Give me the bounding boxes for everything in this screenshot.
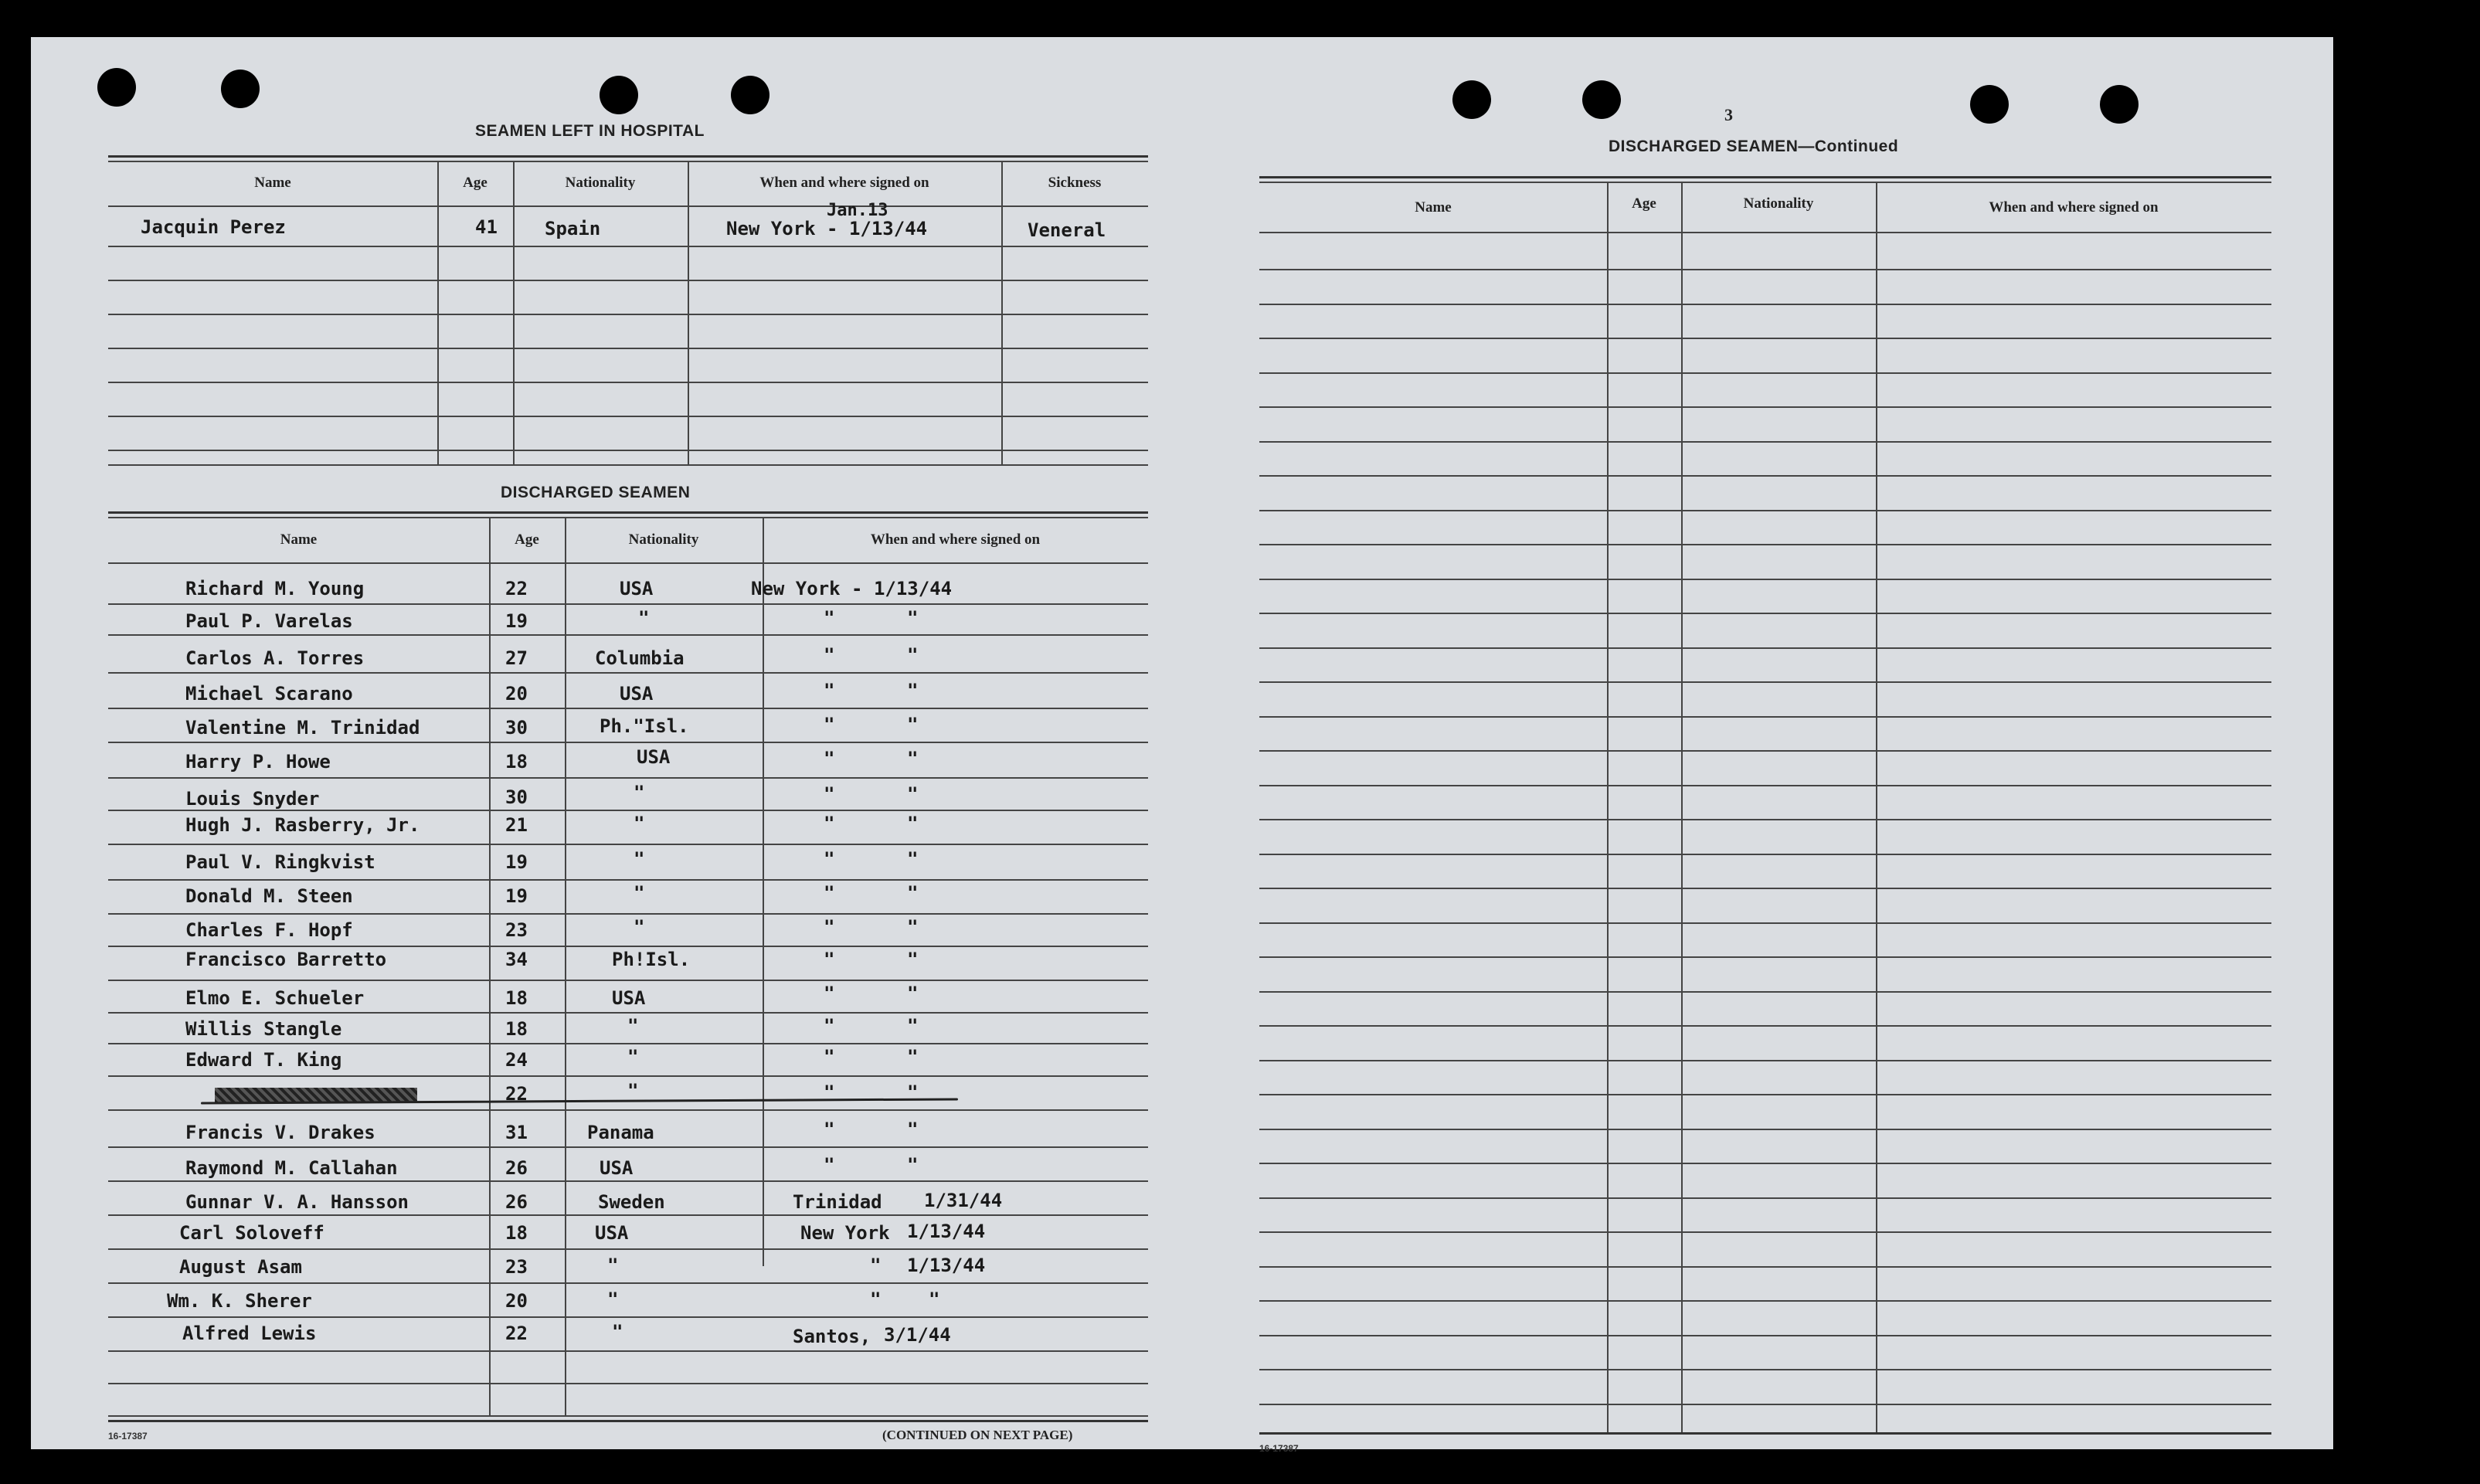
seaman-signed-date: " (907, 1046, 919, 1068)
seaman-signed-date: " (907, 644, 919, 666)
seaman-signed-place: " (824, 848, 835, 870)
hospital-nationality: Spain (545, 218, 601, 239)
seaman-signed-place: " (870, 1289, 882, 1310)
hospital-section-title: SEAMEN LEFT IN HOSPITAL (475, 122, 705, 140)
seaman-name: Francis V. Drakes (185, 1122, 375, 1143)
seaman-signed-place: " (824, 813, 835, 834)
table-rule (108, 1075, 1148, 1077)
seaman-name: Carlos A. Torres (185, 647, 365, 669)
table-rule (108, 708, 1148, 709)
table-rule (108, 382, 1148, 383)
seaman-name: Alfred Lewis (182, 1323, 317, 1344)
seaman-age: 34 (505, 949, 528, 970)
seaman-name: Paul V. Ringkvist (185, 851, 375, 873)
table-rule (1259, 1129, 2271, 1130)
seaman-age: 19 (505, 885, 528, 907)
seaman-signed-place: New York (800, 1222, 890, 1244)
table-rule (108, 1316, 1148, 1318)
table-rule (108, 1420, 1148, 1422)
hospital-header-signed: When and where signed on (759, 175, 929, 191)
seaman-signed-date: 1/31/44 (924, 1190, 1003, 1211)
seaman-nationality: " (627, 1080, 639, 1102)
table-rule (1259, 1266, 2271, 1268)
table-rule (1259, 1300, 2271, 1302)
seaman-signed-place: " (824, 882, 835, 904)
table-rule (108, 511, 1148, 514)
table-rule (1259, 716, 2271, 718)
table-rule (108, 416, 1148, 417)
seaman-signed-date: " (907, 983, 919, 1004)
table-rule (108, 155, 1148, 158)
seaman-name: Charles F. Hopf (185, 919, 353, 941)
seaman-signed-date: " (907, 1082, 919, 1103)
seaman-nationality: USA (620, 578, 654, 599)
table-rule (1259, 176, 2271, 178)
table-rule (108, 348, 1148, 349)
seaman-age: 31 (505, 1122, 528, 1143)
table-rule (1259, 406, 2271, 408)
table-rule (108, 1350, 1148, 1352)
seaman-signed-place: " (824, 1082, 835, 1103)
continued-header-name: Name (1415, 199, 1452, 216)
seaman-age: 23 (505, 919, 528, 941)
seaman-nationality: USA (600, 1157, 634, 1179)
hospital-header-name: Name (254, 175, 291, 191)
seaman-signed-place: " (824, 644, 835, 666)
seaman-signed-place: " (824, 783, 835, 805)
seaman-age: 18 (505, 1222, 528, 1244)
table-rule (108, 450, 1148, 451)
table-rule (108, 246, 1148, 247)
table-rule (1259, 681, 2271, 683)
table-rule (1259, 372, 2271, 374)
table-rule (1259, 854, 2271, 855)
seaman-nationality: " (634, 782, 645, 803)
right-page (1221, 37, 2333, 1454)
table-rule (1259, 1094, 2271, 1095)
table-rule (1259, 1163, 2271, 1164)
table-rule (1259, 956, 2271, 958)
seaman-signed-date: 1/13/44 (907, 1255, 986, 1276)
table-rule (1259, 1335, 2271, 1336)
table-rule (108, 562, 1148, 564)
seaman-signed-date: " (907, 949, 919, 970)
seaman-age: 23 (505, 1256, 528, 1278)
seaman-signed-place: " (824, 1154, 835, 1176)
discharged-section-title: DISCHARGED SEAMEN (501, 484, 691, 501)
table-rule (1259, 1404, 2271, 1405)
table-rule (108, 879, 1148, 881)
continued-section-title: DISCHARGED SEAMEN—Continued (1609, 138, 1899, 155)
table-rule (1259, 1025, 2271, 1027)
seaman-age: 26 (505, 1191, 528, 1213)
seaman-nationality: " (607, 1289, 619, 1310)
table-rule (1259, 1197, 2271, 1199)
table-rule (1259, 232, 2271, 233)
hospital-header-nationality: Nationality (565, 175, 636, 191)
seaman-nationality: " (634, 882, 645, 904)
seaman-signed-date: " (907, 882, 919, 904)
table-rule (1259, 888, 2271, 889)
seaman-signed-place: " (824, 916, 835, 938)
table-rule (108, 464, 1148, 466)
table-rule (1259, 304, 2271, 305)
seaman-name: Paul P. Varelas (185, 610, 353, 632)
discharged-header-signed: When and where signed on (870, 531, 1041, 548)
table-rule (108, 280, 1148, 281)
seaman-nationality: Columbia (595, 647, 685, 669)
table-rule (1259, 1231, 2271, 1233)
seaman-nationality: " (612, 1321, 623, 1343)
seaman-name: Wm. K. Sherer (167, 1290, 312, 1312)
seaman-name: Valentine M. Trinidad (185, 717, 420, 739)
seaman-age: 20 (505, 683, 528, 705)
seaman-signed-date: " (907, 680, 919, 701)
table-rule (108, 1248, 1148, 1250)
table-rule (1259, 785, 2271, 786)
seaman-name: Louis Snyder (185, 788, 320, 810)
column-divider (1876, 182, 1877, 1433)
hospital-age: 41 (475, 216, 498, 238)
seaman-signed-place: " (870, 1255, 882, 1276)
seaman-signed-date: " (907, 1015, 919, 1037)
seaman-signed-place: New York - 1/13/44 (751, 578, 953, 599)
continued-header-signed: When and where signed on (1989, 199, 2159, 216)
table-rule (108, 1415, 1148, 1417)
seaman-signed-place: " (824, 714, 835, 735)
seaman-signed-date: " (907, 783, 919, 805)
table-rule (1259, 510, 2271, 511)
table-rule (108, 672, 1148, 674)
seaman-signed-place: " (824, 1046, 835, 1068)
table-rule (1259, 544, 2271, 545)
table-rule (108, 314, 1148, 315)
seaman-name: Edward T. King (185, 1049, 342, 1071)
seaman-name: Carl Soloveff (179, 1222, 324, 1244)
table-rule (1259, 338, 2271, 339)
hospital-header-sickness: Sickness (1048, 175, 1102, 191)
seaman-signed-date: " (929, 1289, 940, 1310)
seaman-nationality: Sweden (598, 1191, 665, 1213)
seaman-age: 27 (505, 647, 528, 669)
table-rule (108, 913, 1148, 915)
seaman-signed-date: " (907, 607, 919, 629)
table-rule (108, 1012, 1148, 1014)
table-rule (1259, 613, 2271, 614)
seaman-age: 26 (505, 1157, 528, 1179)
seaman-age: 18 (505, 1018, 528, 1040)
seaman-name: Raymond M. Callahan (185, 1157, 398, 1179)
table-rule (108, 1214, 1148, 1216)
seaman-signed-place: Trinidad (793, 1191, 882, 1213)
seaman-signed-date: " (907, 1154, 919, 1176)
seaman-name: Harry P. Howe (185, 751, 331, 773)
table-rule (108, 603, 1148, 605)
seaman-name: Richard M. Young (185, 578, 365, 599)
seaman-age: 19 (505, 610, 528, 632)
table-rule (108, 205, 1148, 207)
seaman-name: August Asam (179, 1256, 302, 1278)
seaman-name: Elmo E. Schueler (185, 987, 365, 1009)
table-rule (108, 1180, 1148, 1182)
seaman-age: 18 (505, 751, 528, 773)
seaman-signed-place: " (824, 607, 835, 629)
table-rule (108, 844, 1148, 845)
continued-header-nationality: Nationality (1743, 195, 1814, 212)
table-rule (108, 161, 1148, 162)
table-rule (1259, 441, 2271, 443)
seaman-signed-date: " (907, 813, 919, 834)
seaman-nationality: " (638, 607, 650, 629)
table-rule (108, 1109, 1148, 1111)
table-rule (1259, 1369, 2271, 1370)
seaman-signed-place: " (824, 1015, 835, 1037)
seaman-signed-date: " (907, 1119, 919, 1140)
seaman-nationality: " (627, 1015, 639, 1037)
table-rule (1259, 647, 2271, 649)
table-rule (1259, 475, 2271, 477)
seaman-signed-date: " (907, 714, 919, 735)
seaman-age: 22 (505, 1083, 528, 1105)
form-number: 16-17387 (108, 1431, 148, 1442)
discharged-header-nationality: Nationality (628, 531, 699, 548)
table-rule (108, 517, 1148, 518)
table-rule (108, 980, 1148, 981)
seaman-nationality: " (634, 916, 645, 938)
table-rule (108, 946, 1148, 947)
seaman-age: 30 (505, 786, 528, 808)
column-divider (1607, 182, 1609, 1433)
table-rule (1259, 991, 2271, 993)
table-rule (108, 1043, 1148, 1044)
continued-header-age: Age (1632, 195, 1656, 212)
seaman-signed-date: " (907, 748, 919, 769)
seaman-signed-place: Santos, (793, 1326, 871, 1347)
continued-note: (CONTINUED ON NEXT PAGE) (882, 1428, 1073, 1442)
seaman-age: 30 (505, 717, 528, 739)
table-rule (108, 1383, 1148, 1384)
seaman-signed-date: 1/13/44 (907, 1221, 986, 1242)
seaman-name: Francisco Barretto (185, 949, 387, 970)
table-rule (108, 742, 1148, 743)
table-rule (1259, 750, 2271, 752)
seaman-nationality: " (607, 1255, 619, 1276)
table-rule (108, 1146, 1148, 1148)
seaman-nationality: Ph!Isl. (612, 949, 691, 970)
seaman-signed-place: " (824, 949, 835, 970)
seaman-name: Hugh J. Rasberry, Jr. (185, 814, 420, 836)
seaman-age: 18 (505, 987, 528, 1009)
seaman-age: 22 (505, 578, 528, 599)
seaman-nationality: " (634, 848, 645, 870)
seaman-nationality: " (627, 1046, 639, 1068)
seaman-signed-place: " (824, 748, 835, 769)
seaman-signed-date: " (907, 916, 919, 938)
hospital-signed-correction: Jan.13 (827, 201, 888, 220)
table-rule (1259, 269, 2271, 270)
seaman-age: 20 (505, 1290, 528, 1312)
seaman-name: Michael Scarano (185, 683, 353, 705)
seaman-age: 19 (505, 851, 528, 873)
table-rule (108, 634, 1148, 636)
seaman-signed-place: " (824, 680, 835, 701)
seaman-age: 21 (505, 814, 528, 836)
column-divider (763, 517, 764, 1266)
table-rule (1259, 1060, 2271, 1061)
seaman-age: 24 (505, 1049, 528, 1071)
seaman-signed-place: " (824, 1119, 835, 1140)
page-number: 3 (1724, 105, 1733, 124)
column-divider (1681, 182, 1683, 1433)
left-page (31, 37, 1205, 1449)
seaman-name: Donald M. Steen (185, 885, 353, 907)
seaman-name: Willis Stangle (185, 1018, 342, 1040)
table-rule (1259, 922, 2271, 924)
table-rule (1259, 579, 2271, 580)
hospital-signed: New York - 1/13/44 (726, 218, 928, 239)
hospital-header-age: Age (463, 175, 488, 191)
table-rule (1259, 182, 2271, 183)
hospital-name: Jacquin Perez (141, 216, 286, 238)
seaman-signed-place: " (824, 983, 835, 1004)
seaman-nationality: " (634, 813, 645, 834)
seaman-signed-date: 3/1/44 (884, 1324, 951, 1346)
seaman-nationality: USA (612, 987, 646, 1009)
table-rule (108, 810, 1148, 811)
discharged-header-name: Name (280, 531, 318, 548)
seaman-signed-date: " (907, 848, 919, 870)
seaman-name: Gunnar V. A. Hansson (185, 1191, 409, 1213)
seaman-nationality: USA (620, 683, 654, 705)
seaman-nationality: USA (637, 746, 671, 768)
table-rule (1259, 1432, 2271, 1435)
discharged-header-age: Age (515, 531, 539, 548)
form-number: 16-17387 (1259, 1443, 1299, 1454)
seaman-age: 22 (505, 1323, 528, 1344)
table-rule (108, 777, 1148, 779)
seaman-nationality: Ph."Isl. (600, 715, 689, 737)
table-rule (1259, 819, 2271, 820)
seaman-nationality: Panama (587, 1122, 654, 1143)
document-sheet (31, 37, 2333, 1454)
seaman-nationality: USA (595, 1222, 629, 1244)
hospital-sickness: Veneral (1028, 219, 1106, 241)
table-rule (108, 1282, 1148, 1284)
